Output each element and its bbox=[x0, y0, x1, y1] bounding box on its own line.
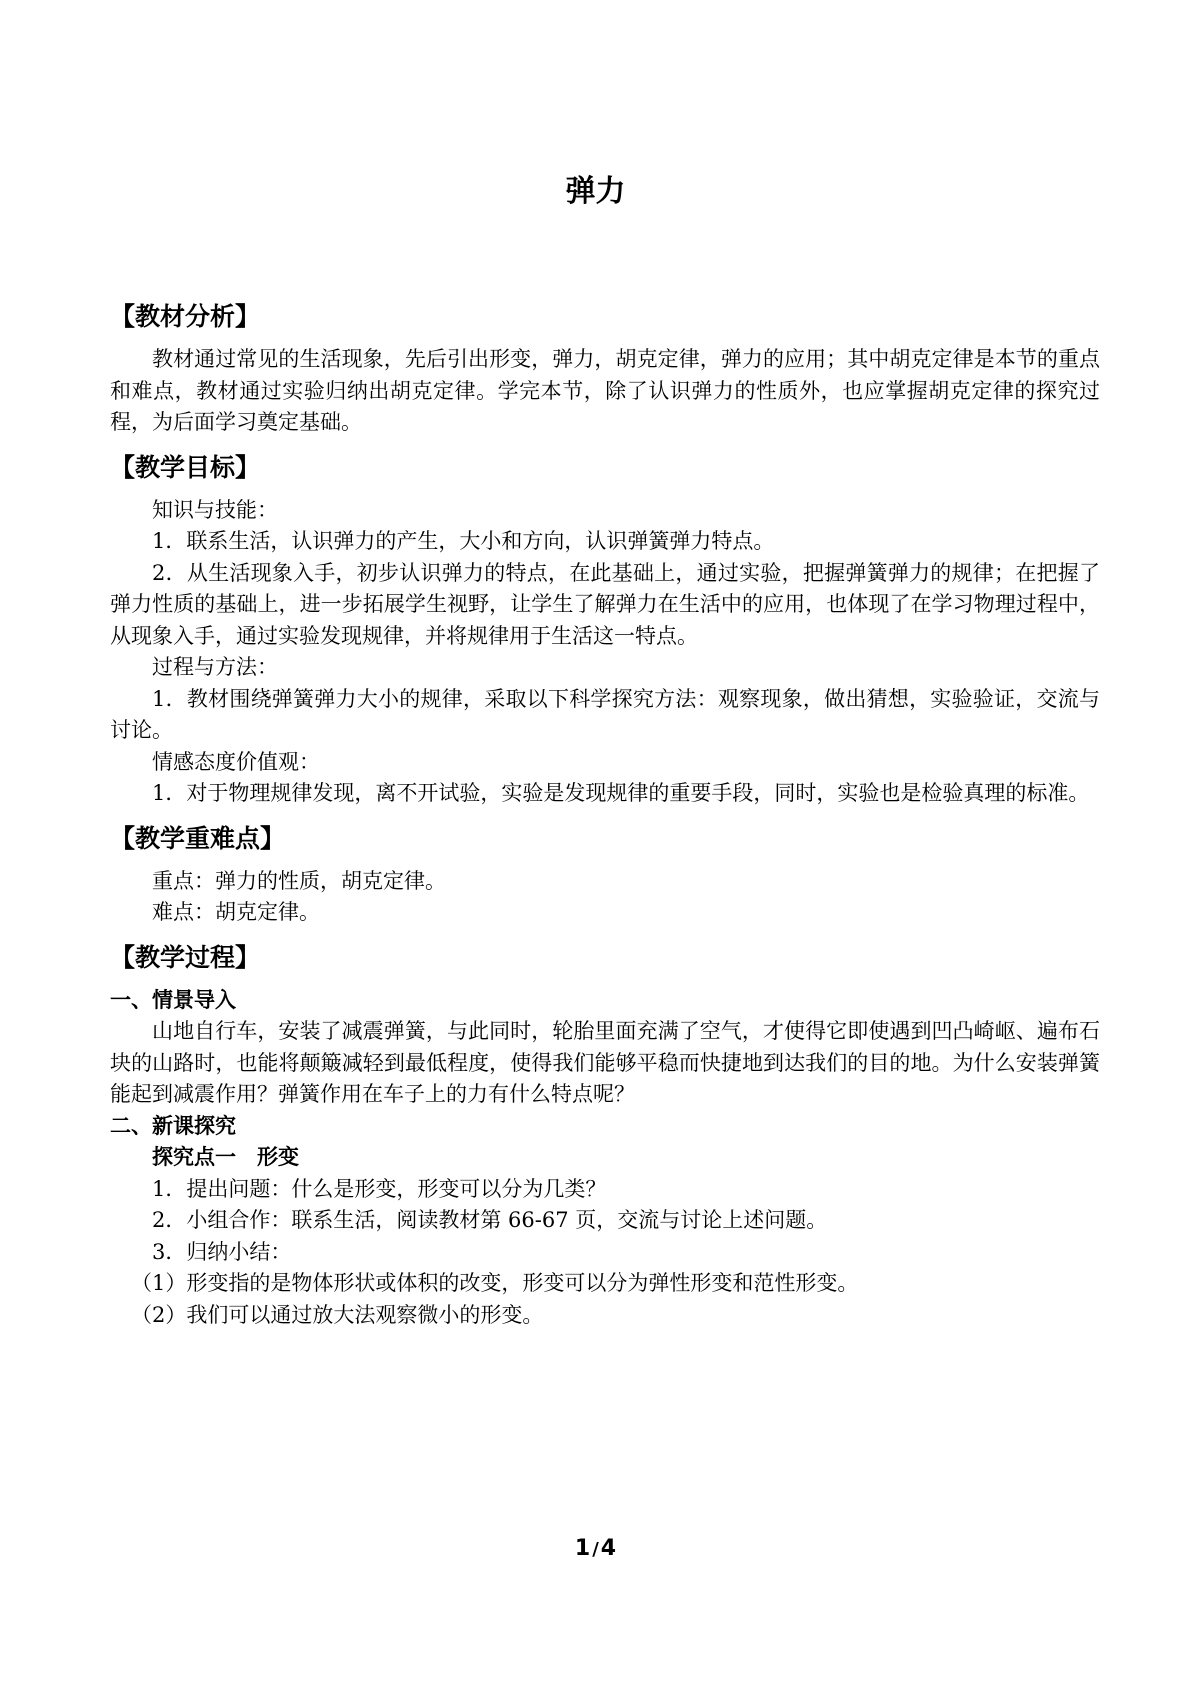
knowledge-skills-label: 知识与技能： bbox=[152, 497, 278, 522]
knowledge-item-1: 1．联系生活，认识弹力的产生，大小和方向，认识弹簧弹力特点。 bbox=[152, 529, 775, 553]
key-point: 重点：弹力的性质，胡克定律。 bbox=[152, 868, 446, 893]
section-heading-objectives: 【教学目标】 bbox=[110, 452, 261, 482]
document-body bbox=[110, 300, 1100, 1331]
section-heading-process: 【教学过程】 bbox=[110, 942, 261, 972]
summary-item-2: （2）我们可以通过放大法观察微小的形变。 bbox=[131, 1302, 544, 1327]
knowledge-item-2: 2．从生活现象入手，初步认识弹力的特点，在此基础上，通过实验，把握弹簧弹力的规律；在把握了弹力性质的基础上，进一步拓展学生视野，让学生了解弹力在生活中的应用，也体现了在学习物理过程中，从现象入手，通过实验发现规律，并将规律用于生活这一特点。 bbox=[110, 560, 1100, 648]
difficult-point: 难点：胡克定律。 bbox=[152, 900, 320, 924]
part2-heading: 二、新课探究 bbox=[110, 1113, 236, 1138]
page-number bbox=[0, 1534, 1191, 1565]
inquiry-step-1: 1．提出问题：什么是形变，形变可以分为几类？ bbox=[152, 1176, 607, 1201]
page-number-current: 1 bbox=[574, 1536, 591, 1561]
emotion-values-label: 情感态度价值观： bbox=[152, 749, 320, 774]
process-methods-label: 过程与方法： bbox=[152, 655, 278, 679]
part1-heading: 一、情景导入 bbox=[110, 987, 236, 1012]
section-heading-analysis: 【教材分析】 bbox=[110, 302, 261, 331]
analysis-paragraph: 教材通过常见的生活现象，先后引出形变，弹力，胡克定律，弹力的应用；其中胡克定律是本节的重点和难点，教材通过实验归纳出胡克定律。学完本节，除了认识弹力的性质外，也应掌握胡克定律的探究过程，为后面学习奠定基础。 bbox=[110, 347, 1100, 434]
inquiry-step-2: 2．小组合作：联系生活，阅读教材第 66-67 页，交流与讨论上述问题。 bbox=[152, 1208, 828, 1232]
inquiry-step-3: 3．归纳小结： bbox=[152, 1239, 292, 1264]
part1-paragraph: 山地自行车，安装了减震弹簧，与此同时，轮胎里面充满了空气，才使得它即使遇到凹凸崎岖、遍布石块的山路时，也能将颠簸减轻到最低程度，使得我们能够平稳而快捷地到达我们的目的地。为什么安装弹簧能起到减震作用？弹簧作用在车子上的力有什么特点呢？ bbox=[110, 1019, 1100, 1106]
page-number-total: 4 bbox=[600, 1536, 617, 1561]
summary-item-1: （1）形变指的是物体形状或体积的改变，形变可以分为弹性形变和范性形变。 bbox=[131, 1271, 859, 1295]
emotion-item-1: 1．对于物理规律发现，离不开试验，实验是发现规律的重要手段，同时，实验也是检验真理的标准。 bbox=[152, 781, 1090, 805]
process-item-1: 1．教材围绕弹簧弹力大小的规律，采取以下科学探究方法：观察现象，做出猜想，实验验证，交流与讨论。 bbox=[110, 686, 1100, 742]
section-heading-key-points: 【教学重难点】 bbox=[110, 823, 286, 853]
page-number-separator: / bbox=[592, 1539, 599, 1560]
inquiry-point-1-heading: 探究点一 形变 bbox=[152, 1145, 299, 1169]
document-title: 弹力 bbox=[565, 174, 626, 209]
